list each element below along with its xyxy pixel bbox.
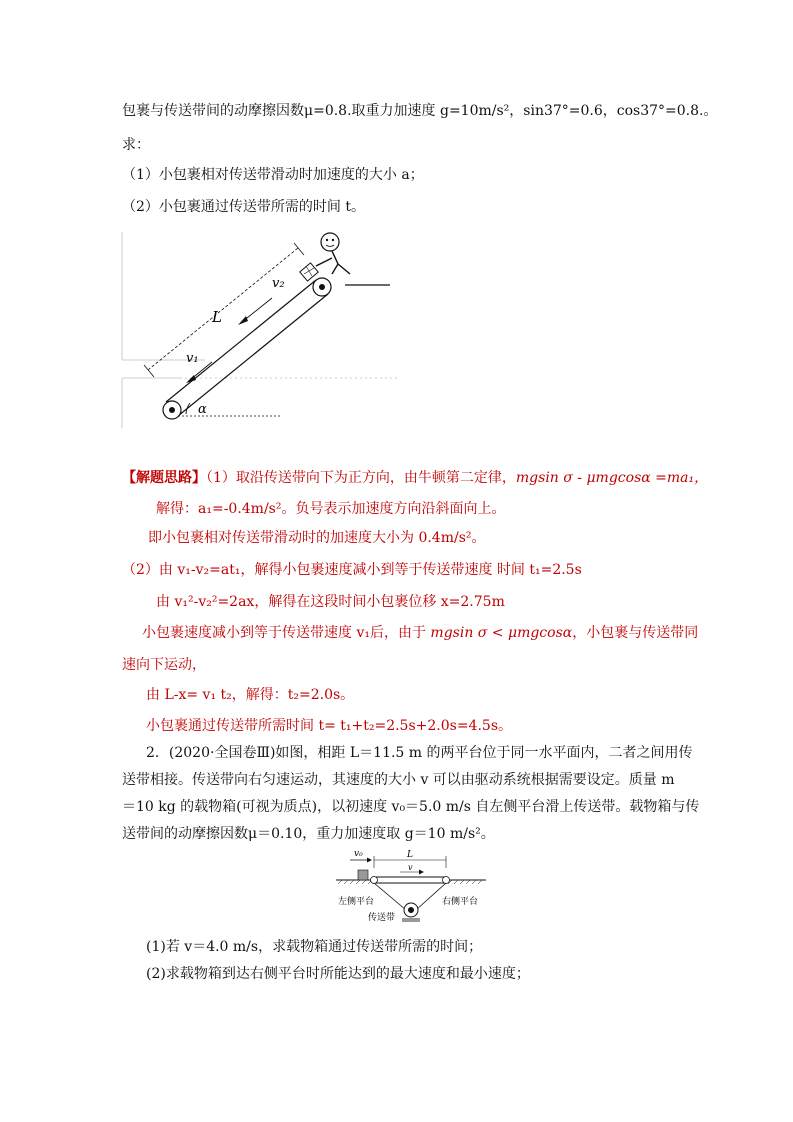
figure1-inclined-conveyor (120, 230, 410, 430)
solution-heading: 【解题思路】 (122, 470, 206, 486)
figure1-label-alpha: α (198, 402, 207, 417)
solution-line2: 解得：a₁=-0.4m/s²。负号表示加速度方向沿斜面向上。 (156, 501, 506, 517)
solution-step1-text: （1）取沿传送带向下为正方向，由牛顿第二定律， (206, 470, 516, 486)
solution-line1 (122, 468, 708, 488)
problem2-line1: 2．(2020·全国卷Ⅲ)如图，相距 L＝11.5 m 的两平台位于同一水平面内，二者之间用传 (146, 745, 693, 761)
figure2-right-platform: 右侧平台 (442, 897, 479, 907)
solution-line9: 小包裹通过传送带所需时间 t= t₁+t₂=2.5s+2.0s=4.5s。 (146, 718, 513, 734)
figure2-label-v0: v₀ (354, 849, 363, 859)
figure2-label-v: v (408, 863, 413, 872)
person-icon (316, 233, 390, 285)
solution-step6-text-b: ，小包裹与传送带同 (572, 625, 699, 641)
problem2-line2: 送带相接。传送带向右匀速运动，其速度的大小 v 可以由驱动系统根据需要设定。质量 m (122, 772, 675, 788)
figure1-label-L: L (212, 308, 222, 326)
figure2-horizontal-conveyor (330, 844, 490, 926)
figure2-belt: 传送带 (368, 913, 396, 923)
figure1-label-v2: v₂ (272, 276, 285, 291)
solution-line8: 由 L-x= v₁ t₂，解得：t₂=2.0s。 (146, 687, 355, 703)
solution-line4: （2）由 v₁-v₂=at₁，解得小包裹速度减小到等于传送带速度 时间 t₁=2.5s (122, 562, 582, 578)
solution-step1-formula: mgsin σ - μmgcosα =ma₁， (515, 470, 709, 486)
problem1-question2: （2）小包裹通过传送带所需的时间 t。 (122, 199, 365, 215)
cargo-box-icon (358, 870, 368, 880)
solution-step6-text-a: 小包裹速度减小到等于传送带速度 v₁后，由于 (142, 625, 431, 641)
problem2-line3: ＝10 kg 的载物箱(可视为质点)，以初速度 v₀＝5.0 m/s 自左侧平台滑上传送带。载物箱与传 (122, 799, 700, 815)
problem1-question1: （1）小包裹相对传送带滑动时加速度的大小 a； (122, 167, 424, 183)
solution-step6-formula: mgsin σ < μmgcosα (430, 625, 573, 641)
problem2-question1: (1)若 v＝4.0 m/s，求载物箱通过传送带所需的时间； (146, 939, 483, 955)
package-icon (300, 263, 318, 281)
problem2-question2: (2)求载物箱到达右侧平台时所能达到的最大速度和最小速度； (146, 966, 530, 982)
solution-line3: 即小包裹相对传送带滑动时的加速度大小为 0.4m/s²。 (148, 530, 486, 546)
figure1-label-v1: v₁ (186, 351, 199, 366)
solution-line7: 速向下运动， (122, 657, 206, 673)
solution-line6 (142, 623, 698, 643)
figure2-label-L: L (407, 850, 413, 860)
problem2-line4: 送带间的动摩擦因数μ＝0.10，重力加速度取 g＝10 m/s²。 (122, 826, 495, 842)
solution-line5: 由 v₁²-v₂²=2ax，解得在这段时间小包裹位移 x=2.75m (156, 594, 505, 610)
problem1-line1: 包裹与传送带间的动摩擦因数μ=0.8.取重力加速度 g=10m/s²，sin37°=0.6，cos37°=0.8.。 (122, 103, 718, 119)
figure2-left-platform: 左侧平台 (338, 897, 375, 907)
problem1-ask: 求： (122, 137, 150, 153)
